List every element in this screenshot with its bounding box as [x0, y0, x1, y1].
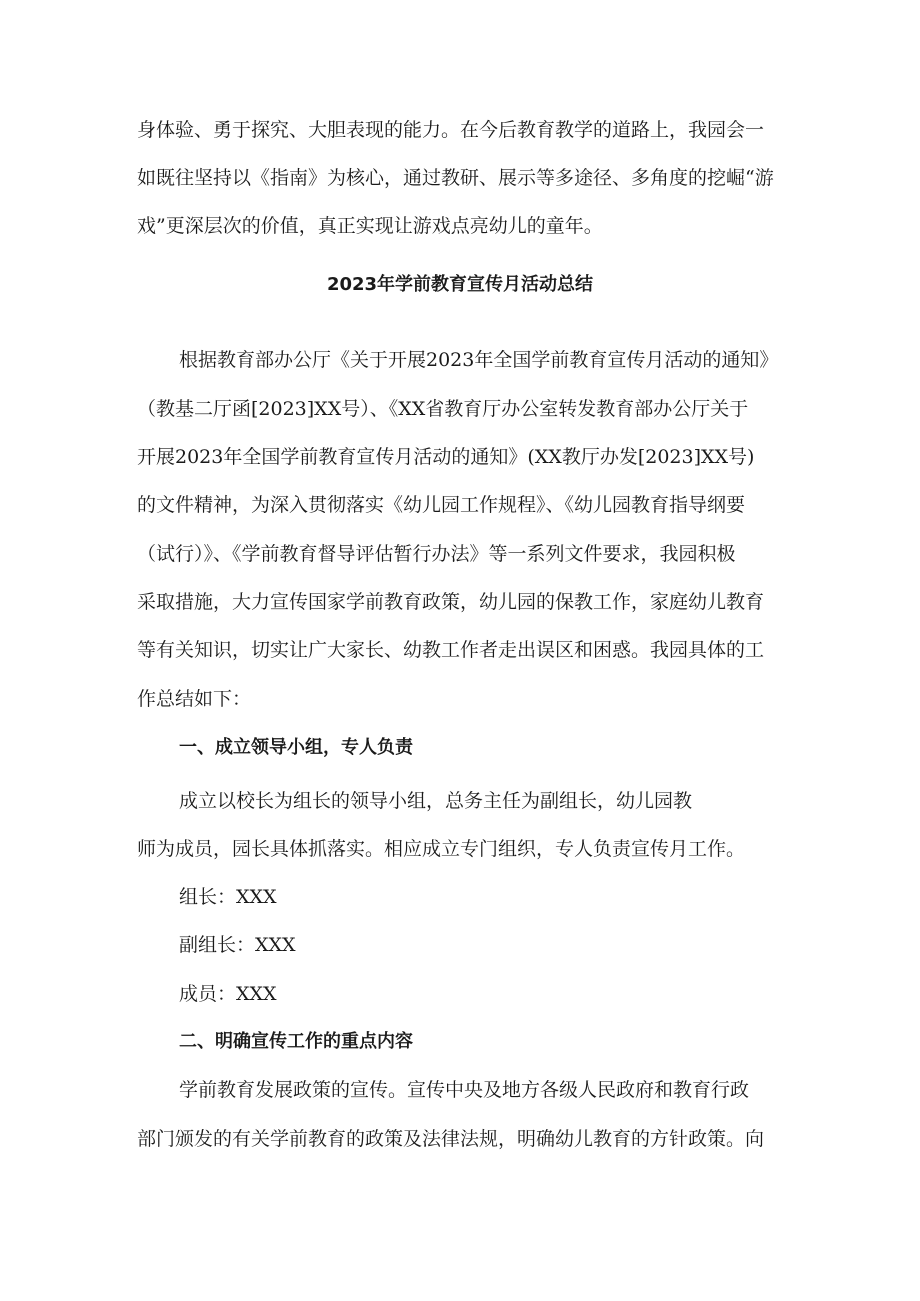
para1-line-1: 根据教育部办公厅《关于开展2023年全国学前教育宣传月活动的通知》	[179, 349, 779, 371]
para1-line-7: 等有关知识，切实让广大家长、幼教工作者走出误区和困惑。我园具体的工	[137, 639, 765, 661]
document-title: 2023年学前教育宣传月活动总结	[326, 274, 594, 295]
role-deputy-leader: 副组长：XXX	[179, 934, 296, 956]
section-heading-2: 二、明确宣传工作的重点内容	[179, 1031, 413, 1052]
role-members: 成员：XXX	[179, 983, 277, 1005]
para1-line-6: 采取措施，大力宣传国家学前教育政策，幼儿园的保教工作，家庭幼儿教育	[137, 591, 765, 613]
section-heading-1: 一、成立领导小组，专人负责	[179, 737, 413, 758]
para1-line-8: 作总结如下：	[137, 688, 252, 710]
para2-line-2: 师为成员，园长具体抓落实。相应成立专门组织，专人负责宣传月工作。	[137, 838, 746, 860]
para3-line-2: 部门颁发的有关学前教育的政策及法律法规，明确幼儿教育的方针政策。向	[137, 1128, 765, 1150]
para1-line-2: （教基二厅函[2023]XX号）、《XX省教育厅办公室转发教育部办公厅关于	[137, 398, 749, 420]
para3-line-1: 学前教育发展政策的宣传。宣传中央及地方各级人民政府和教育行政	[179, 1079, 750, 1101]
role-leader: 组长：XXX	[179, 886, 277, 908]
intro-line-3: 戏”更深层次的价值，真正实现让游戏点亮幼儿的童年。	[137, 215, 603, 237]
para1-line-5: （试行）》、《学前教育督导评估暂行办法》等一系列文件要求，我园积极	[137, 543, 736, 565]
para2-line-1: 成立以校长为组长的领导小组，总务主任为副组长，幼儿园教	[179, 790, 693, 812]
para1-line-4: 的文件精神，为深入贯彻落实《幼儿园工作规程》、《幼儿园教育指导纲要	[137, 494, 746, 516]
para1-line-3: 开展2023年全国学前教育宣传月活动的通知》(XX教厅办发[2023]XX号)	[137, 446, 755, 468]
intro-line-2: 如既往坚持以《指南》为核心，通过教研、展示等多途径、多角度的挖崛“游	[137, 167, 774, 189]
intro-line-1: 身体验、勇于探究、大胆表现的能力。在今后教育教学的道路上，我园会一	[137, 119, 765, 141]
